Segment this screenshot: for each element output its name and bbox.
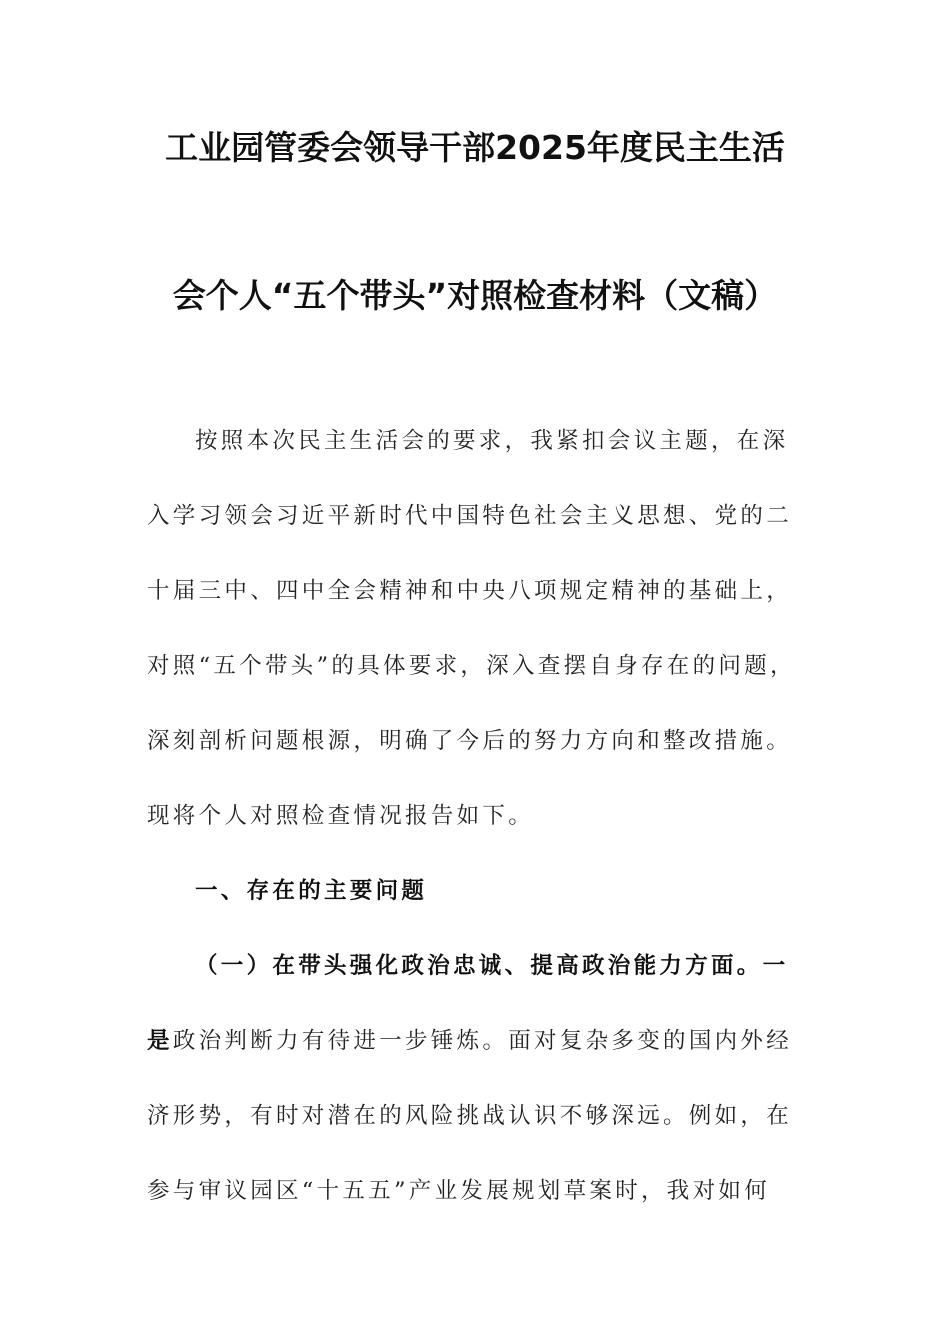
intro-line: 十届三中、四中全会精神和中央八项规定精神的基础上，: [147, 578, 793, 604]
intro-paragraph: [147, 404, 807, 854]
subsection-paragraph: [147, 929, 807, 1229]
subsection-line: 济形势，有时对潜在的风险挑战认识不够深远。例如，在: [147, 1103, 793, 1129]
subsection-line: [147, 1004, 807, 1079]
subsection-heading: （一）在带头强化政治忠诚、提高政治能力方面。一: [195, 953, 789, 979]
intro-line: 入学习领会习近平新时代中国特色社会主义思想、党的二: [147, 503, 793, 529]
document-title-line-2: 会个人“五个带头”对照检查材料（文稿）: [172, 276, 778, 315]
section-heading-text: 一、存在的主要问题: [195, 878, 428, 904]
subsection-point-marker: 是: [147, 1028, 173, 1054]
intro-line: 深刻剖析问题根源，明确了今后的努力方向和整改措施。: [147, 728, 793, 754]
intro-line: 按照本次民主生活会的要求，我紧扣会议主题，在深: [195, 428, 789, 454]
section-heading: [147, 854, 807, 929]
subsection-line-rest: 政治判断力有待进一步锤炼。面对复杂多变的国内外经: [172, 1028, 793, 1054]
intro-line: 现将个人对照检查情况报告如下。: [147, 803, 535, 829]
intro-line: 对照“五个带头”的具体要求，深入查摆自身存在的问题，: [147, 653, 796, 679]
document-title-line-1: 工业园管委会领导干部2025年度民主生活: [165, 128, 785, 167]
subsection-line: 参与审议园区“十五五”产业发展规划草案时，我对如何: [147, 1178, 771, 1204]
